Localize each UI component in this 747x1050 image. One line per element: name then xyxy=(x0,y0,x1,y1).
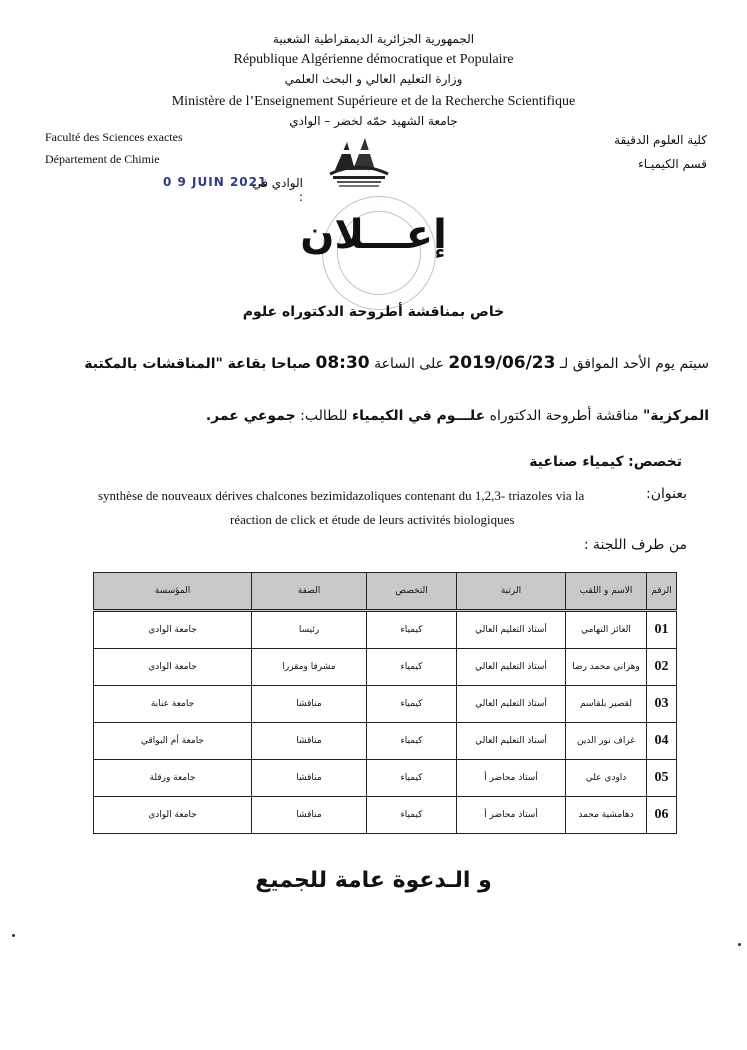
member-institution: جامعة الوادي xyxy=(94,797,252,834)
specialty-value: كيمياء صناعية xyxy=(529,454,624,470)
committee-label: من طرف اللجنة : xyxy=(583,537,687,553)
header-name: الاسم و اللقب xyxy=(566,573,647,611)
member-specialty: كيمياء xyxy=(367,797,457,834)
member-rank: أستاذ التعليم العالي xyxy=(457,686,566,723)
row-number: 03 xyxy=(647,686,677,723)
date-stamp: 0 9 JUIN 2021 xyxy=(163,175,268,189)
member-rank: أستاذ محاضر أ xyxy=(457,797,566,834)
header-role: الصفة xyxy=(252,573,367,611)
member-specialty: كيمياء xyxy=(367,649,457,686)
header-specialty: التخصص xyxy=(367,573,457,611)
university-ar: جامعة الشهيد حمّه لخضر – الوادي xyxy=(289,114,458,128)
thesis-field: علـــوم في الكيمياء xyxy=(351,408,486,424)
header-number: الرقم xyxy=(647,573,677,611)
member-specialty: كيمياء xyxy=(367,611,457,649)
scan-speck xyxy=(12,934,15,937)
member-institution: جامعة عنابة xyxy=(94,686,252,723)
member-name: دهامشية محمد xyxy=(566,797,647,834)
date-label: الوادي في : xyxy=(252,176,303,204)
department-ar: قسم الكيميـاء xyxy=(638,157,707,171)
defense-time: 08:30 xyxy=(315,353,370,373)
university-logo xyxy=(325,130,393,192)
member-name: وهراني محمد رضا xyxy=(566,649,647,686)
member-institution: جامعة الوادي xyxy=(94,649,252,686)
thesis-title-line-1: synthèse de nouveaux dérives chalcones bezimidazoliques contenant du 1,2,3- triazoles via la xyxy=(98,488,585,503)
public-invitation: و الـدعوة عامة للجميع xyxy=(255,868,492,893)
member-institution: جامعة ورقلة xyxy=(94,760,252,797)
faculty-ar: كلية العلوم الدقيقة xyxy=(614,133,707,147)
header-institution: المؤسسة xyxy=(94,573,252,611)
member-role: مشرفا ومقررا xyxy=(252,649,367,686)
member-specialty: كيمياء xyxy=(367,760,457,797)
member-rank: أستاذ التعليم العالي xyxy=(457,723,566,760)
faculty-fr: Faculté des Sciences exactes xyxy=(45,130,183,144)
scan-speck xyxy=(738,943,741,946)
member-name: داودي علي xyxy=(566,760,647,797)
table-row xyxy=(94,686,677,723)
member-rank: أستاذ محاضر أ xyxy=(457,760,566,797)
line2-mid: مناقشة أطروحة الدكتوراه xyxy=(489,408,639,424)
row-number: 05 xyxy=(647,760,677,797)
line1-post: صباحا بقاعة "المناقشات بالمكتبة xyxy=(84,356,312,372)
thesis-title-line-2: réaction de click et étude de leurs activités biologiques xyxy=(230,512,515,527)
header-rank: الرتبة xyxy=(457,573,566,611)
member-specialty: كيمياء xyxy=(367,686,457,723)
line1-pre: سيتم يوم الأحد الموافق لـ xyxy=(559,356,709,372)
member-rank: أستاذ التعليم العالي xyxy=(457,649,566,686)
announcement-subtitle: خاص بمناقشة أطروحة الدكتوراه علوم xyxy=(242,304,505,320)
member-specialty: كيمياء xyxy=(367,723,457,760)
member-name: العائز التهامي xyxy=(566,611,647,649)
ministry-ar: وزارة التعليم العالي و البحث العلمي xyxy=(284,72,463,86)
table-row xyxy=(94,649,677,686)
member-name: غراف نور الدين xyxy=(566,723,647,760)
thesis-title-label: بعنوان: xyxy=(646,486,687,502)
row-number: 01 xyxy=(647,611,677,649)
university-logo-icon xyxy=(325,130,393,192)
member-role: مناقشا xyxy=(252,686,367,723)
department-fr: Département de Chimie xyxy=(45,152,160,166)
hall-name-end: المركزية" xyxy=(642,408,709,424)
line1-mid: على الساعة xyxy=(374,356,444,372)
announcement-title: إعـــلان xyxy=(300,212,447,258)
table-row xyxy=(94,797,677,834)
member-role: مناقشا xyxy=(252,760,367,797)
row-number: 06 xyxy=(647,797,677,834)
specialty-label: تخصص: xyxy=(628,454,682,470)
committee-table-header xyxy=(94,573,677,611)
defense-date: 2019/06/23 xyxy=(448,353,556,373)
committee-table xyxy=(93,572,677,834)
republic-ar: الجمهورية الجزائرية الديمقراطية الشعبية xyxy=(272,32,475,46)
announcement-line-1 xyxy=(29,353,709,373)
member-role: مناقشا xyxy=(252,723,367,760)
member-institution: جامعة أم البواقي xyxy=(94,723,252,760)
student-label: للطالب: xyxy=(300,408,348,424)
specialty-line xyxy=(529,454,682,470)
table-row xyxy=(94,723,677,760)
member-rank: أستاذ التعليم العالي xyxy=(457,611,566,649)
row-number: 04 xyxy=(647,723,677,760)
member-role: رئيسا xyxy=(252,611,367,649)
ministry-fr: Ministère de l’Enseignement Supérieure et de la Recherche Scientifique xyxy=(171,94,576,109)
announcement-line-2 xyxy=(29,408,709,424)
member-role: مناقشا xyxy=(252,797,367,834)
republic-fr: République Algérienne démocratique et Populaire xyxy=(233,52,514,67)
student-name: جموعي عمر. xyxy=(205,408,296,424)
member-institution: جامعة الوادي xyxy=(94,611,252,649)
row-number: 02 xyxy=(647,649,677,686)
table-row xyxy=(94,760,677,797)
member-name: لقصير بلقاسم xyxy=(566,686,647,723)
table-row xyxy=(94,611,677,649)
